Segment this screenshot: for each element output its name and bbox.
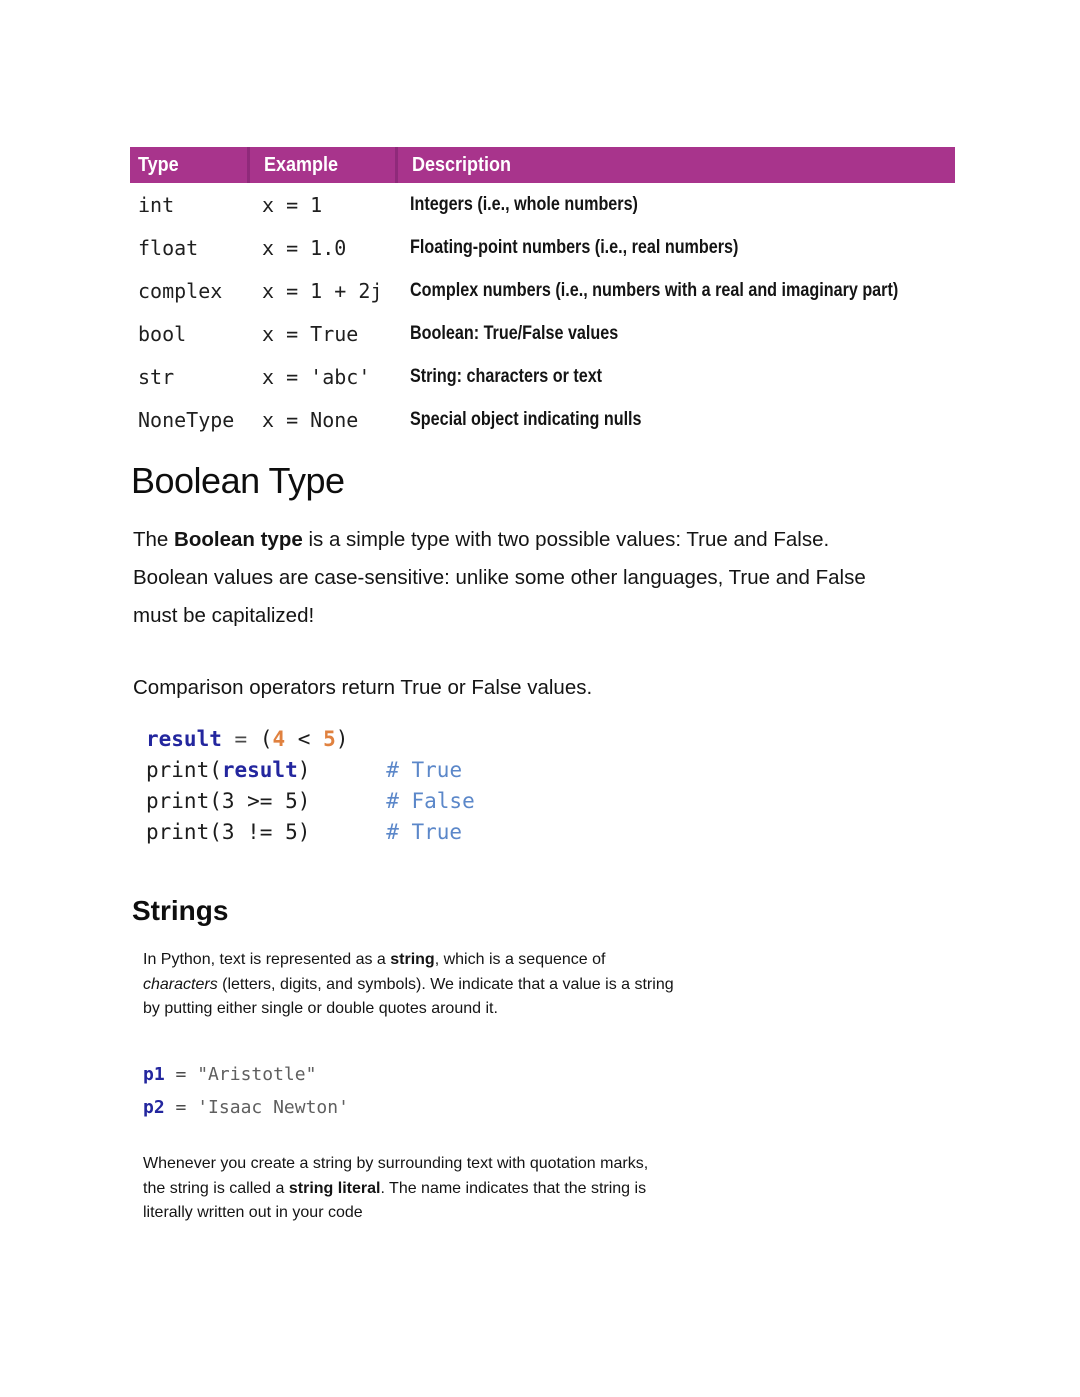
example-cell: x = 1.0 [262,235,347,260]
description-text: Floating-point numbers (i.e., real numbers) [410,236,739,258]
text-segment: The [133,528,175,551]
code-token [165,1097,176,1118]
types-table-header-row [130,147,955,183]
description-cell [396,355,955,398]
types-table-body [130,183,955,441]
table-row [130,226,955,269]
boolean-intro-paragraph [133,521,866,635]
type-cell: float [138,235,199,260]
boolean-code-block [146,724,475,848]
type-cell: int [138,192,175,217]
text-segment: Whenever you create a string by surrounding text with quotation marks, [143,1155,649,1172]
table-row [130,398,955,441]
code-token: # False [386,789,475,813]
code-token [186,1064,197,1085]
text-segment: by putting either single or double quotes around it. [143,1000,498,1017]
code-token: = [175,1097,187,1118]
code-token: result [146,727,222,751]
type-cell: complex [138,278,223,303]
code-token: # True [386,758,463,782]
header-cell-example [248,147,396,183]
header-label: Example [263,153,338,176]
text-segment: characters [143,975,218,993]
comparison-paragraph: Comparison operators return True or False values. [133,676,593,699]
description-text: String: characters or text [410,365,603,387]
example-cell: x = 1 [262,192,323,217]
type-cell: bool [138,321,187,346]
section-heading-boolean-type: Boolean Type [131,460,345,501]
header-cell-description [396,147,955,183]
text-segment: string [390,951,435,968]
text-segment: In Python, text is represented as a [143,951,391,968]
table-row [130,312,955,355]
text-segment: the string is called a [143,1179,289,1197]
code-token: print( [146,758,222,782]
example-cell: x = None [262,407,359,432]
code-token: ) [335,727,349,751]
header-cell-type [130,147,248,183]
type-cell: NoneType [138,407,235,432]
code-token: ( [247,727,273,751]
description-text: Complex numbers (i.e., numbers with a real and imaginary part) [410,279,899,301]
description-cell [396,183,955,226]
string-literal-paragraph [143,1152,648,1226]
text-segment: , which is a sequence of [434,951,606,968]
example-cell: x = 1 + 2j [262,278,383,303]
code-token: = [175,1064,187,1085]
code-token: 'Isaac Newton' [197,1097,349,1118]
code-token [186,1097,197,1118]
table-row [130,355,955,398]
text-segment: literally written out in your code [143,1204,363,1221]
example-cell: x = 'abc' [262,364,371,389]
description-text: Integers (i.e., whole numbers) [410,193,638,215]
code-token: result [221,758,298,782]
type-cell: str [138,364,175,389]
description-cell [396,398,955,441]
description-cell [396,312,955,355]
code-token: 5 [323,727,336,751]
code-token: print(3 >= 5) [146,789,387,813]
python-types-table [130,147,955,441]
text-segment: . The name indicates that the string is [380,1179,647,1197]
header-label: Description [411,153,511,176]
text-segment: Boolean values are case-sensitive: unlike some other languages, True and False [133,566,866,589]
description-text: Special object indicating nulls [410,408,642,430]
code-token: p2 [143,1097,165,1118]
section-heading-strings: Strings [132,895,229,926]
code-token: 4 [272,727,286,751]
text-segment: string literal [288,1179,381,1197]
table-row [130,269,955,312]
text-segment: (letters, digits, and symbols). We indicate that a value is a string [217,975,674,993]
header-label: Type [138,153,179,176]
text-segment: Boolean type [174,528,303,551]
code-token [222,727,235,751]
code-token: ) [297,758,387,782]
text-segment: is a simple type with two possible values: True and False. [302,528,830,551]
description-text: Boolean: True/False values [410,322,619,344]
example-cell: x = True [262,321,359,346]
description-cell [396,226,955,269]
description-cell [396,269,955,312]
code-token: print(3 != 5) [146,820,387,844]
table-row [130,183,955,226]
code-token: "Aristotle" [197,1064,317,1085]
code-token: # True [386,820,463,844]
code-token: p1 [143,1064,165,1085]
code-token [165,1064,176,1085]
strings-intro-paragraph [143,948,674,1022]
text-segment: must be capitalized! [133,604,315,627]
strings-code-block [143,1058,349,1124]
code-token: < [285,727,324,751]
code-token: = [234,727,248,751]
